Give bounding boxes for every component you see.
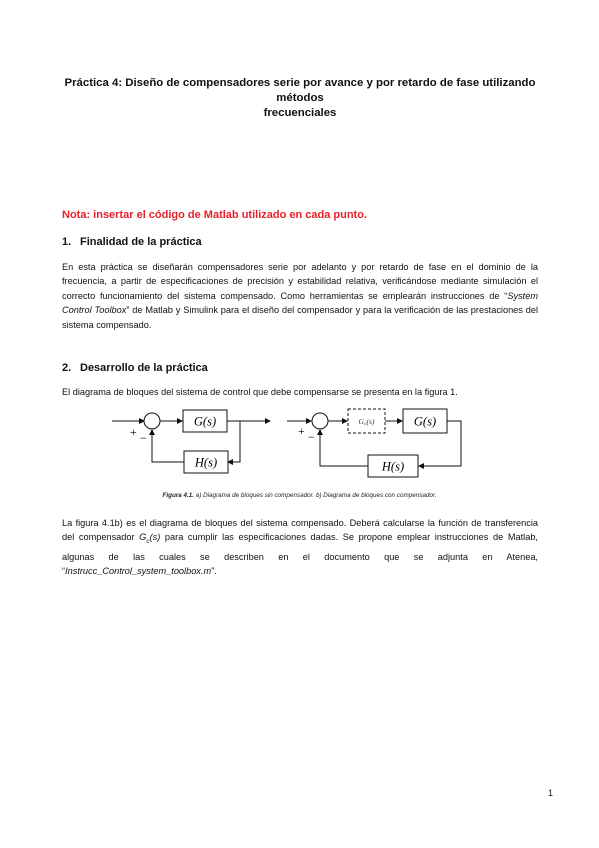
- section-2-text-c: ”.: [211, 566, 217, 577]
- section-2-intro: El diagrama de bloques del sistema de control que debe compensarse se presenta en la figura 1.: [62, 387, 458, 397]
- compensator-g: G: [139, 532, 147, 543]
- gc-label-b: G꜀(s): [358, 417, 375, 426]
- feedback-return: [152, 430, 184, 462]
- page-title: [60, 76, 540, 121]
- plus-sign-a: +: [130, 425, 137, 439]
- compensator-symbol: [139, 532, 161, 546]
- page-number: 1: [548, 788, 554, 798]
- plus-sign-b: +: [298, 424, 305, 438]
- section-1-paragraph: [62, 260, 538, 332]
- section-1-text-a: En esta práctica se diseñarán compensadores serie por adelanto y por retardo de fase en el dominio de la frecuencia, a partir de especificaciones de precisión y estabilidad relativa, verificándose mediante simulación el correcto funcionamiento del sistema compensado. Como herramientas se emplearán instrucciones de “: [62, 262, 538, 301]
- section-2-text-b: para cumplir las especificaciones dadas. Se propone emplear instrucciones de Matlab, algunas de las cuales se describen en el documento que se adjunta en Atenea, “: [62, 532, 538, 577]
- g-label-a: G(s): [193, 414, 217, 429]
- g-label-b: G(s): [413, 414, 437, 429]
- title-line-1: Práctica 4: Diseño de compensadores serie por avance y por retardo de fase utilizando métodos: [64, 77, 536, 104]
- section-1-number: 1.: [62, 236, 72, 248]
- summing-junction: [312, 413, 328, 429]
- minus-sign-b: −: [308, 430, 315, 444]
- toolbox-name: System Control Toolbox: [62, 290, 538, 316]
- section-1-text-b: ” de Matlab y Simulink para el diseño del compensador y para la verificación de las prestaciones del sistema compensado.: [62, 305, 538, 330]
- h-label-a: H(s): [194, 455, 218, 470]
- compensator-arg: (s): [149, 532, 161, 543]
- section-2-paragraph: [62, 516, 538, 578]
- caption-text: a) Diagrama de bloques sin compensador. b) Diagrama de bloques con compensador.: [194, 492, 437, 499]
- block-diagrams: [110, 404, 500, 478]
- title-line-2: frecuenciales: [263, 107, 337, 119]
- feedback-path: [228, 421, 240, 462]
- section-2-text-a: La figura 4.1b) es el diagrama de bloques del sistema compensado. Deberá calcularse la función de transferencia del compensador: [62, 518, 538, 543]
- figure-caption: [0, 492, 599, 499]
- diagram-a-uncompensated: [112, 410, 270, 473]
- section-1-title: Finalidad de la práctica: [80, 236, 202, 248]
- h-label-b: H(s): [381, 459, 405, 474]
- matlab-note: Nota: insertar el código de Matlab utilizado en cada punto.: [62, 209, 367, 221]
- section-2-title: Desarrollo de la práctica: [80, 362, 208, 374]
- compensator-subscript: c: [146, 538, 150, 546]
- section-1-heading: [62, 236, 202, 248]
- caption-label: Figura 4.1.: [162, 492, 195, 499]
- section-2-heading: [62, 362, 208, 374]
- feedback-return: [320, 430, 368, 466]
- minus-sign-a: −: [140, 431, 147, 445]
- toolbox-file-name: Instrucc_Control_system_toolbox.m: [65, 566, 212, 577]
- section-2-number: 2.: [62, 362, 72, 374]
- summing-junction: [144, 413, 160, 429]
